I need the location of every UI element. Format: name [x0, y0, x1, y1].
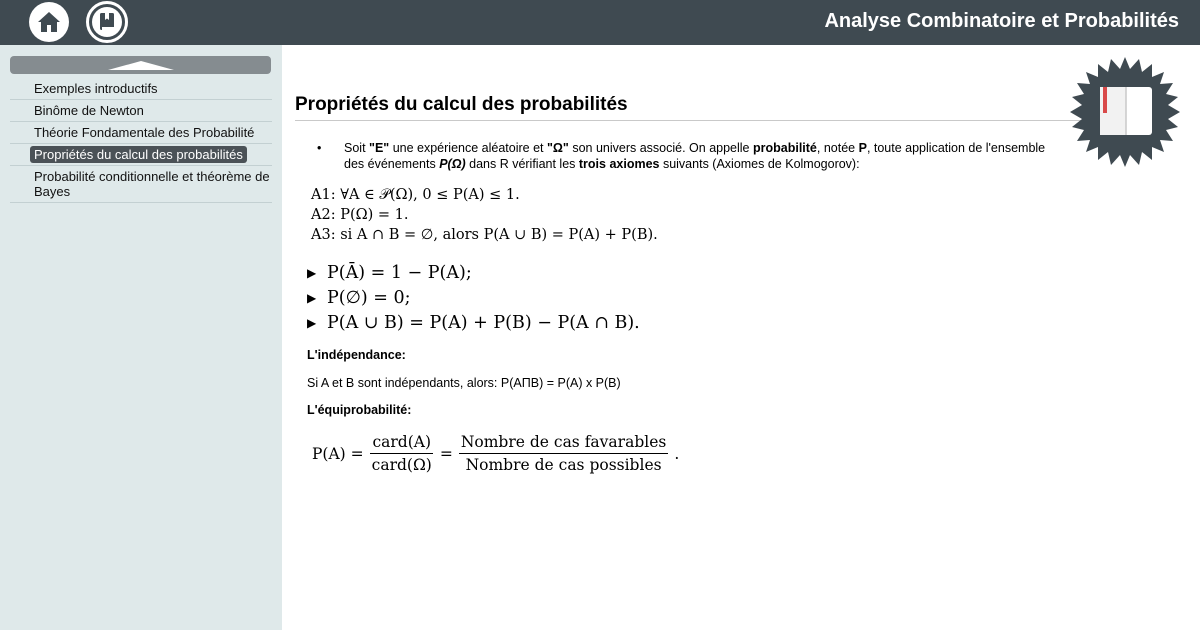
page-title: Propriétés du calcul des probabilités — [295, 94, 628, 115]
properties-list — [307, 261, 640, 336]
sidebar — [0, 45, 282, 630]
app-title: Analyse Combinatoire et Probabilités — [824, 10, 1179, 32]
sidebar-item-conditionnelle[interactable] — [10, 166, 272, 203]
main-content — [282, 45, 1200, 630]
sidebar-item-label: Propriétés du calcul des probabilités — [30, 146, 247, 163]
formula-lhs: P(A) = — [312, 444, 364, 463]
home-icon — [36, 10, 62, 34]
sidebar-item-exemples[interactable] — [10, 78, 272, 100]
formula-equals: = — [439, 444, 453, 463]
fraction-card: $\frac{\text{card(A)}}{\text{card(Ω)}}$ — [371, 433, 432, 474]
sidebar-item-label: Théorie Fondamentale des Probabilité — [34, 125, 255, 140]
book-badge-icon — [1070, 57, 1180, 167]
definition-text: Soit "E" une expérience aléatoire et "Ω" son univers associé. On appelle probabilité, notée P, toute application de l'ensemble des événements P(Ω) dans R vérifiant les trois axiomes suivants (Axiomes de Kolmogorov): — [344, 141, 1046, 171]
bookmark-book-icon — [98, 12, 116, 32]
title-divider — [295, 120, 1085, 121]
axiom-a1: A1: ∀A ∈ 𝒫(Ω), 0 ≤ P(A) ≤ 1. — [311, 187, 520, 203]
triangle-bullet-icon: ▶ — [307, 316, 317, 330]
independence-heading: L'indépendance: — [307, 348, 406, 362]
sidebar-item-label: Probabilité conditionnelle et théorème de Bayes — [34, 169, 270, 199]
sidebar-nav — [10, 78, 272, 203]
fraction-cases: $\frac{\text{Nombre de cas favarables}}{\text{Nombre de cas possibles}}$ — [460, 433, 667, 474]
bookmark-button[interactable] — [86, 1, 128, 43]
independence-text: Si A et B sont indépendants, alors: P(AΠB) = P(A) x P(B) — [307, 376, 621, 390]
property-item: ▶ P(A ∪ B) = P(A) + P(B) − P(A ∩ B). — [307, 311, 640, 336]
sidebar-item-theorie[interactable] — [10, 122, 272, 144]
axiom-a2: A2: P(Ω) = 1. — [311, 207, 409, 223]
definition-paragraph — [307, 140, 1047, 172]
sidebar-item-label: Exemples introductifs — [34, 81, 158, 96]
bullet: • — [317, 141, 322, 155]
equiprobability-heading: L'équiprobabilité: — [307, 403, 412, 417]
sidebar-item-binome[interactable] — [10, 100, 272, 122]
sidebar-item-label: Binôme de Newton — [34, 103, 144, 118]
triangle-bullet-icon: ▶ — [307, 291, 317, 305]
triangle-bullet-icon: ▶ — [307, 266, 317, 280]
home-button[interactable] — [29, 2, 69, 42]
equiprobability-formula: P(A) = $\frac{\text{card(A)}}{\text{card(Ω)}}$ = $\frac{\text{Nombre de cas favarables}}{\text{Nombre de cas possibles}}$ . — [312, 433, 680, 474]
property-item: ▶ P(Ā) = 1 − P(A); — [307, 261, 640, 286]
property-item: ▶ P(∅) = 0; — [307, 286, 640, 311]
top-bar — [0, 0, 1200, 45]
collapse-button[interactable] — [10, 56, 271, 74]
axioms-block — [311, 185, 658, 245]
collapse-up-icon — [108, 61, 174, 70]
axiom-a3: A3: si A ∩ B = ∅, alors P(A ∪ B) = P(A) + P(B). — [311, 227, 658, 243]
sidebar-item-proprietes[interactable] — [10, 144, 272, 166]
